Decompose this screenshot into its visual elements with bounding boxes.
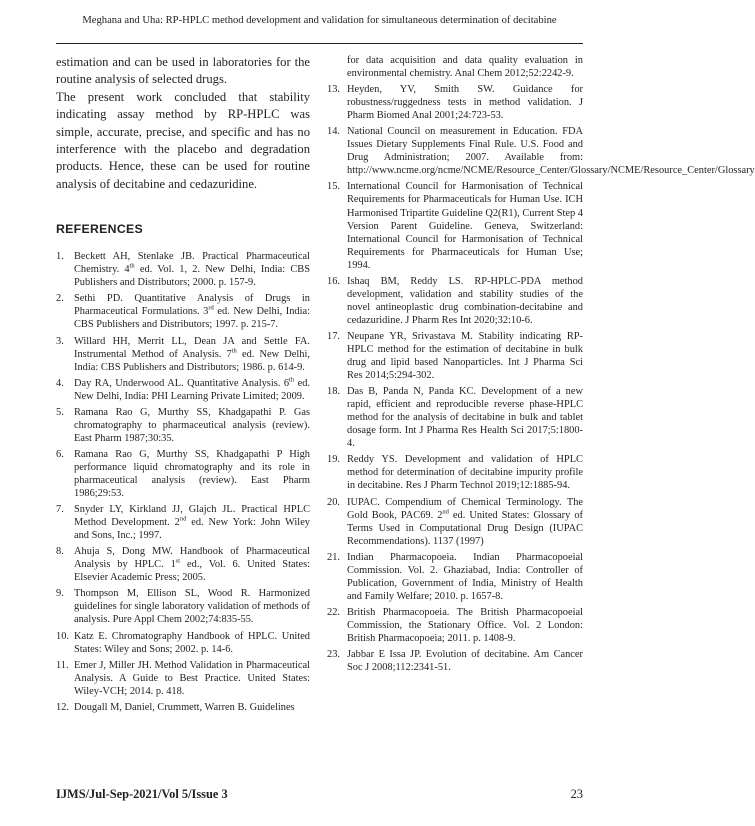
reference-text: Heyden, YV, Smith SW. Guidance for robustness/ruggedness tests in method validation. J Pharm Biomed Anal 2001;24:723-53. [347,84,583,122]
reference-number: 20. [327,496,340,508]
reference-item [327,606,583,645]
reference-number: 2. [56,293,64,305]
reference-text: British Pharmacopoeia. The British Pharmacopoeial Commission, the Stationary Office. Vol. 2 London: British Pharmacopoeia; 2011. p. 1408-9. [347,606,583,644]
header-divider [56,43,583,44]
reference-item [56,250,310,289]
running-head: Meghana and Uha: RP-HPLC method development and validation for simultaneous determination of decitabine [82,15,557,26]
reference-item [56,630,310,656]
body-paragraph-continuation: estimation and can be used in laboratories for the routine analysis of selected drugs. [56,55,310,87]
reference-number: 21. [327,551,340,563]
reference-item [56,292,310,331]
reference-list-right [327,83,755,674]
reference-text: Sethi PD. Quantitative Analysis of Drugs in Pharmaceutical Formulations. 3rd ed. New Delhi, India: CBS Publishers and Distributors; 1997. p. 215-7. [74,293,311,331]
reference-text: Snyder LY, Kirkland JJ, Glajch JL. Practical HPLC Method Development. 2nd ed. New York: John Wiley and Sons, Inc.; 1997. [74,504,310,542]
reference-text: IUPAC. Compendium of Chemical Terminology. The Gold Book, PAC69. 2nd ed. United States: Glossary of Terms Used in Computational Drug Design (IUPAC Recommendations). 1137 (1997) [347,496,583,547]
reference-item [56,335,310,374]
reference-item [327,385,583,450]
reference-text: Day RA, Underwood AL. Quantitative Analysis. 6th ed. New Delhi, India: PHI Learning Private Limited; 2009. [74,376,310,402]
reference-text: Ahuja S, Dong MW. Handbook of Pharmaceutical Analysis by HPLC. 1st ed., Vol. 6. United States: Elsevier Academic Press; 2005. [74,546,310,584]
reference-number: 11. [56,659,69,671]
reference-text: Thompson M, Ellison SL, Wood R. Harmonized guidelines for single laboratory validation of methods of analysis. Pure Appl Chem 2002;74:835-55. [74,588,310,626]
reference-text: Das B, Panda N, Panda KC. Development of a new rapid, efficient and reproducible reverse phase-HPLC method for the analysis of decitabine in bulk and tablet dosage form. Int J Pharma Res Health Sci 2017;5:1800-4. [347,386,583,450]
reference-text: Neupane YR, Srivastava M. Stability indicating RP-HPLC method for the estimation of decitabine in bulk drug and lipid based Nanoparticles. Int J Pharma Sci Res 2014;5:294-302. [347,330,583,382]
body-paragraph-conclusion: The present work concluded that stability indicating assay method by RP-HPLC was simple, accurate, precise, and specific and has no interference with the placebo and degradation products. Hence, these can be used for routine analysis of decitabine and cedazuridine. [56,89,310,191]
reference-item [56,448,310,500]
reference-number: 12. [56,701,69,713]
reference-text: Jabbar E Issa JP. Evolution of decitabine. Am Cancer Soc J 2008;112:2341-51. [347,649,583,674]
reference-number: 3. [56,335,64,347]
reference-text: National Council on measurement in Education. FDA Issues Dietary Supplements Final Rule. U.S. Food and Drug Administration; 2007. Available from: http://www.ncme.org/ncme/NCME/Resource_Center/Glossary/NCME/Resource_Center/Glossary [347,126,755,177]
right-column [327,54,755,677]
reference-text: Emer J, Miller JH. Method Validation in Pharmaceutical Analysis. A Guide to Best Practice. United States: Wiley-VCH; 2014. p. 418. [74,659,310,697]
page-number: 23 [570,787,583,801]
reference-number: 8. [56,546,64,558]
reference-item [56,659,310,698]
reference-number: 19. [327,454,340,466]
reference-text: Indian Pharmacopoeia. Indian Pharmacopoeial Commission. Vol. 2. Ghaziabad, India: Controller of Publication, Government of India, Ministry of Health and Family Welfare; 2010. p. 1657-8. [347,551,583,602]
reference-item [56,377,310,403]
reference-number: 1. [56,251,64,263]
reference-text: Willard HH, Merrit LL, Dean JA and Settle FA. Instrumental Method of Analysis. 7th ed. New Delhi, India: CBS Publishers and Distributors; 1986. p. 614-9. [74,335,310,373]
reference-number: 23. [327,649,340,661]
reference-number: 6. [56,448,64,460]
reference-text: Dougall M, Daniel, Crummett, Warren B. Guidelines [74,701,295,713]
reference-number: 18. [327,386,340,398]
reference-item [56,701,310,714]
reference-text: International Council for Harmonisation of Technical Requirements for Pharmaceuticals for Human Use. ICH Harmonised Tripartite Guideline Q2(R1), Current Step 4 Version Parent Guideline. Geneva, Switzerland: International Council for Harmonisation of Technical Requirements for Pharmaceuticals for Human Use; 1994. [347,181,583,271]
reference-item [327,648,583,674]
reference-12-continuation: for data acquisition and data quality evaluation in environmental chemistry. Anal Chem 2012;52:2242-9. [347,55,583,80]
reference-item [327,180,583,271]
reference-number: 17. [327,330,340,342]
reference-item [327,453,583,492]
left-column [56,54,310,717]
reference-number: 14. [327,126,340,138]
reference-number: 15. [327,181,340,193]
reference-number: 10. [56,630,69,642]
footer-journal-info: IJMS/Jul-Sep-2021/Vol 5/Issue 3 [56,787,228,801]
reference-item [56,503,310,542]
reference-number: 9. [56,588,64,600]
reference-text: Ishaq BM, Reddy LS. RP-HPLC-PDA method development, validation and stability studies of the novel antineoplastic drug combination-decitabine and cedazuridine. J Pharm Res Int 2020;32:10-6. [347,275,583,326]
reference-item [56,587,310,626]
reference-number: 5. [56,406,64,418]
reference-text: Ramana Rao G, Murthy SS, Khadgapathi P. Gas chromatography to pharmaceutical analysis (review). East Pharm 1987;30:35. [74,406,310,444]
reference-item [56,406,310,445]
reference-number: 7. [56,504,64,516]
reference-text: Ramana Rao G, Murthy SS, Khadgapathi P High performance liquid chromatography and its role in pharmaceutical analysis (review). East Pharm 1986;29:53. [74,448,310,500]
reference-item [327,125,755,177]
reference-item [327,551,583,603]
reference-item [327,330,583,382]
reference-text: Beckett AH, Stenlake JB. Practical Pharmaceutical Chemistry. 4th ed. Vol. 1, 2. New Delhi, India: CBS Publishers and Distributors; 2000. p. 157-9. [74,251,310,289]
reference-text: Reddy YS. Development and validation of HPLC method for determination of decitabine impurity profile in decitabine. Res J Pharm Technol 2019;12:1885-94. [347,454,583,492]
reference-number: 4. [56,377,64,389]
reference-item [327,83,583,122]
reference-number: 13. [327,84,340,96]
reference-number: 22. [327,606,340,618]
reference-list-left [56,250,310,714]
reference-item [327,496,583,548]
reference-text: Katz E. Chromatography Handbook of HPLC. United States: Wiley and Sons; 2002. p. 14-6. [74,630,310,655]
reference-item [56,545,310,584]
reference-number: 16. [327,275,340,287]
references-heading: REFERENCES [56,222,144,237]
reference-item [327,275,583,327]
